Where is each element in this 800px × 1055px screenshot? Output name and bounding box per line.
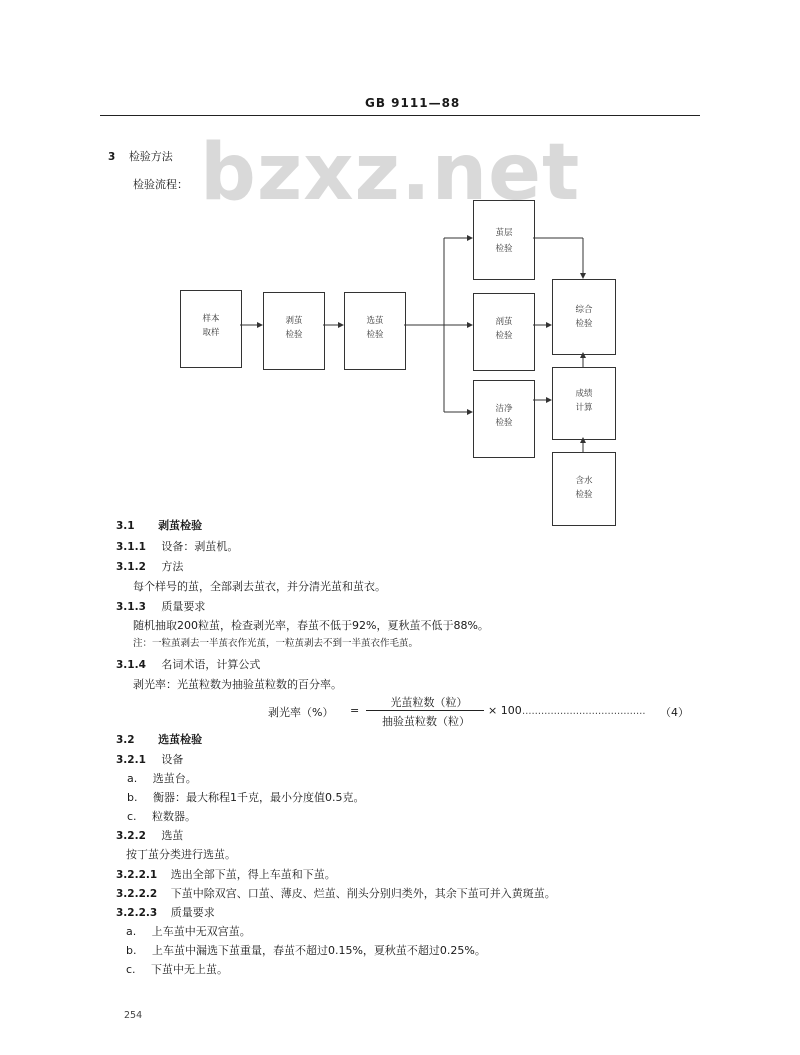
clause-3-1-1: 3.1.1 设备：剥茧机。 [116, 540, 239, 553]
section-number: 3 [108, 151, 116, 163]
clause-3-1-4-body: 剥光率：光茧粒数为抽验茧粒数的百分率。 [133, 678, 342, 691]
clause-3-2-2-3-b: b. 上车茧中漏选下茧重量，春茧不超过0.15%，夏秋茧不超过0.25%。 [126, 944, 486, 957]
section-3-1-heading: 3.1 剥茧检验 [116, 519, 203, 532]
flow-box-cocoon-sorting: 选茧 检验 [344, 292, 406, 370]
clause-3-2-2-body: 按丁茧分类进行选茧。 [126, 848, 236, 861]
flow-box-comprehensive: 综合 检验 [552, 279, 616, 355]
flow-box-moisture: 含水 检验 [552, 452, 616, 526]
clause-3-1-4: 3.1.4 名词术语，计算公式 [116, 658, 261, 671]
formula-fraction-bar [366, 710, 484, 711]
clause-3-1-2-body: 每个样号的茧，全部剥去茧衣，并分清光茧和茧衣。 [133, 580, 386, 593]
formula-number: （4） [660, 706, 689, 719]
clause-3-2-1-a: a. 选茧台。 [127, 772, 197, 785]
clause-3-2-2-1: 3.2.2.1 选出全部下茧，得上车茧和下茧。 [116, 868, 336, 881]
clause-3-2-2-2: 3.2.2.2 下茧中除双宫、口茧、薄皮、烂茧、削头分别归类外，其余下茧可并入黄斑茧。 [116, 887, 556, 900]
formula-multiplier: × 100 [488, 704, 522, 717]
clause-3-1-3: 3.1.3 质量要求 [116, 600, 206, 613]
flow-box-sampling: 样本 取样 [180, 290, 242, 368]
standard-number-header: GB 9111—88 [365, 96, 461, 110]
clause-3-2-2-3-c: c. 下茧中无上茧。 [126, 963, 229, 976]
formula-lhs: 剥光率（%） [268, 706, 334, 719]
clause-3-1-3-body: 随机抽取200粒茧，检查剥光率，春茧不低于92%，夏秋茧不低于88%。 [133, 619, 489, 632]
flow-box-result-calc: 成绩 计算 [552, 367, 616, 440]
flow-box-cocoon-stripping: 剥茧 检验 [263, 292, 325, 370]
watermark: bzxz.net [200, 128, 581, 218]
clause-3-2-2-3: 3.2.2.3 质量要求 [116, 906, 215, 919]
formula-equals: = [350, 704, 360, 717]
section-title: 检验方法 [128, 150, 173, 163]
formula-numerator: 光茧粒数（粒） [390, 696, 468, 709]
flow-box-cocoon-cutting: 剖茧 检验 [473, 293, 535, 371]
flow-intro: 检验流程： [133, 178, 188, 191]
clause-3-2-2-3-a: a. 上车茧中无双宫茧。 [126, 925, 251, 938]
clause-3-2-1-c: c. 粒数器。 [127, 810, 197, 823]
clause-3-2-1-b: b. 衡器：最大称程1千克，最小分度值0.5克。 [127, 791, 365, 804]
clause-3-1-3-note: 注：一粒茧剥去一半茧衣作光茧，一粒茧剥去不到一半茧衣作毛茧。 [133, 638, 419, 649]
clause-3-2-1: 3.2.1 设备 [116, 753, 184, 766]
page-number: 254 [124, 1010, 143, 1021]
flow-box-shell-weight: 茧层 检验 [473, 200, 535, 280]
formula-leader-dots: ………………………………… [522, 706, 646, 717]
clause-3-1-2: 3.1.2 方法 [116, 560, 184, 573]
section-3-2-heading: 3.2 选茧检验 [116, 733, 203, 746]
flow-box-cleanliness: 洁净 检验 [473, 380, 535, 458]
clause-3-2-2: 3.2.2 选茧 [116, 829, 184, 842]
formula-denominator: 抽验茧粒数（粒） [382, 715, 470, 728]
